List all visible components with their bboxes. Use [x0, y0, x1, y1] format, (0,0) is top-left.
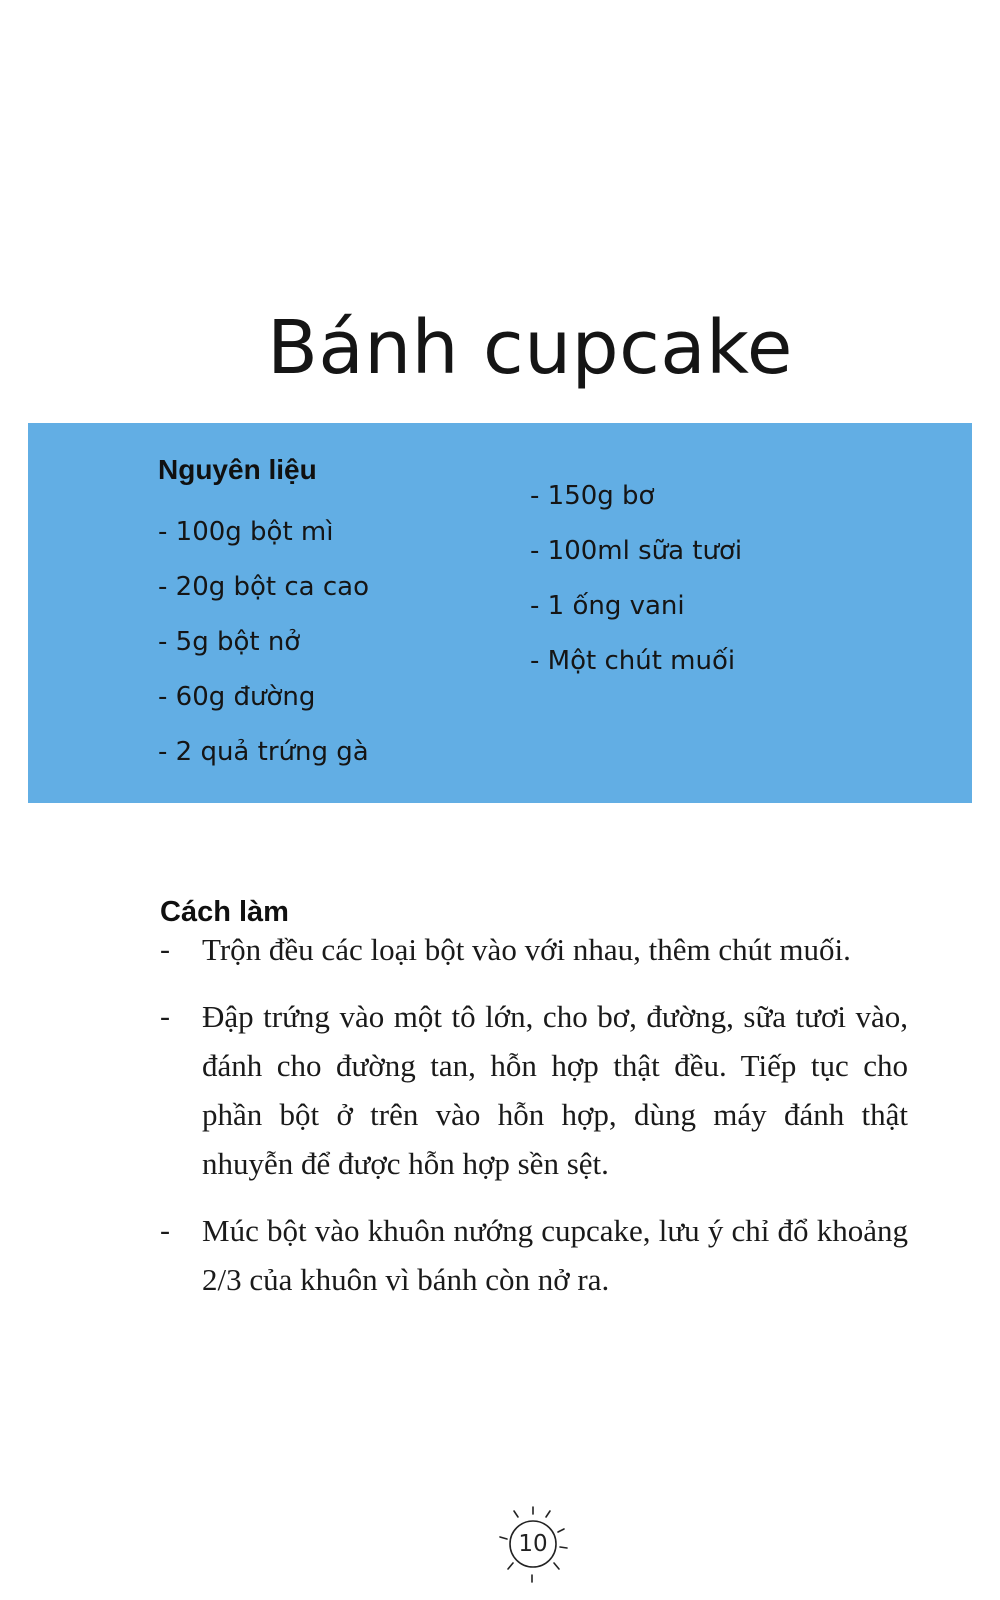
method-step: [160, 1206, 908, 1304]
ingredient-item: - 2 quả trứng gà: [158, 737, 369, 767]
ingredient-item: - 20g bột ca cao: [158, 572, 369, 602]
page-number: 10: [518, 1531, 548, 1557]
step-bullet: -: [160, 1214, 170, 1247]
ingredient-item: - 100ml sữa tươi: [530, 536, 743, 566]
method-steps: [160, 925, 908, 1322]
page-title: Bánh cupcake: [267, 304, 793, 391]
ingredient-item: - Một chút muối: [530, 646, 736, 676]
method-step: [160, 992, 908, 1188]
ingredients-list-left: [158, 505, 369, 780]
ingredients-list-right: [530, 469, 742, 689]
ingredients-box: [28, 423, 972, 803]
method-step: [160, 925, 908, 974]
ingredient-item: - 100g bột mì: [158, 517, 334, 547]
ingredient-item: - 1 ống vani: [530, 591, 685, 621]
step-bullet: -: [160, 1000, 170, 1033]
page-number-badge: [488, 1499, 578, 1589]
ingredient-item: - 5g bột nở: [158, 627, 301, 657]
method-heading: Cách làm: [160, 896, 289, 929]
step-text: Trộn đều các loại bột vào với nhau, thêm chút muối.: [202, 932, 851, 967]
ingredients-heading: Nguyên liệu: [158, 454, 317, 485]
step-text: Đập trứng vào một tô lớn, cho bơ, đường, sữa tươi vào, đánh cho đường tan, hỗn hợp thật đều. Tiếp tục cho phần bột ở trên vào hỗn hợp, dùng máy đánh thật nhuyễn để được hỗn hợp sền sệt.: [202, 999, 908, 1181]
ingredient-item: - 60g đường: [158, 682, 316, 712]
ingredient-item: - 150g bơ: [530, 481, 655, 511]
step-bullet: -: [160, 933, 170, 966]
step-text: Múc bột vào khuôn nướng cupcake, lưu ý chỉ đổ khoảng 2/3 của khuôn vì bánh còn nở ra.: [202, 1213, 908, 1297]
